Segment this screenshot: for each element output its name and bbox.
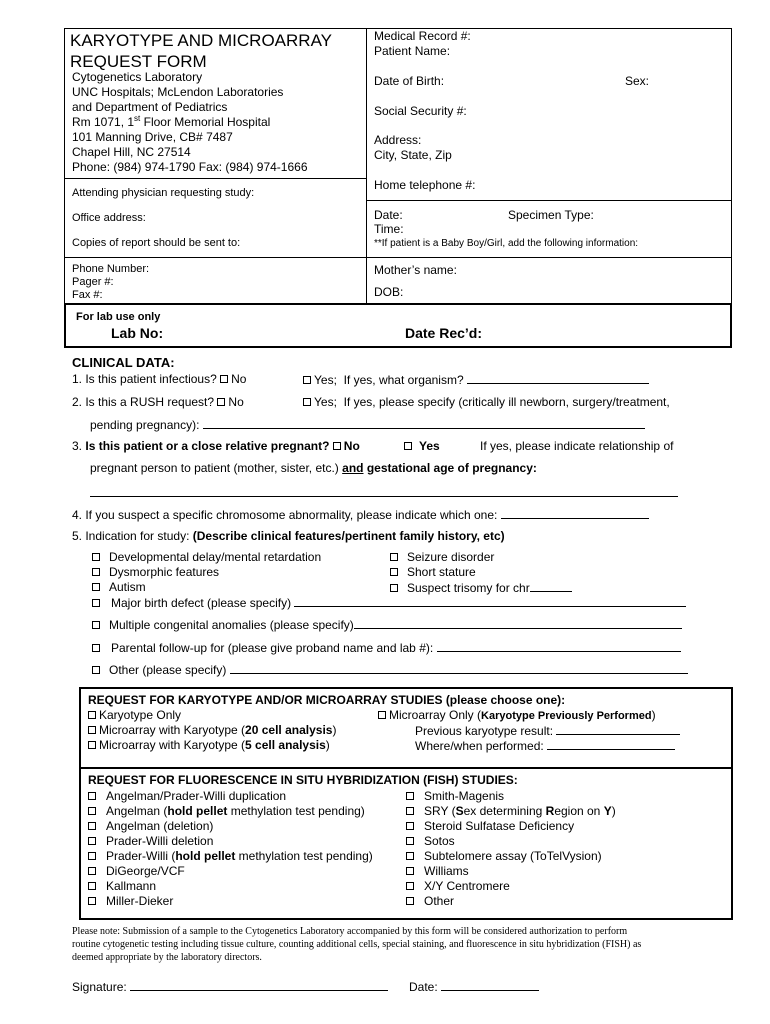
fish-l7-label: Kallmann: [106, 879, 157, 893]
fish-right-1: [406, 789, 504, 804]
fish-right-2: [406, 804, 616, 819]
phone-number-label: Phone Number:: [72, 263, 150, 275]
fax-label: Fax #:: [72, 289, 103, 301]
ind-multiple-checkbox[interactable]: [92, 621, 100, 629]
fish-l1-label: Angelman/Prader-Willi duplication: [106, 789, 287, 803]
karyotype-only: [88, 708, 181, 723]
lab-use-box: [64, 303, 732, 348]
signature-date-field[interactable]: [441, 979, 539, 991]
time-label: Time:: [374, 222, 404, 236]
fish-r7-label: X/Y Centromere: [424, 879, 510, 893]
q2-yes-checkbox[interactable]: [303, 398, 311, 406]
fish-r2-e: egion on: [554, 804, 604, 818]
ind-dev-delay-label: Developmental delay/mental retardation: [109, 550, 322, 564]
q3-no-checkbox[interactable]: [333, 442, 341, 450]
fish-right-5: [406, 849, 602, 864]
ind-autism-label: Autism: [109, 580, 146, 594]
fish-left-6: [88, 864, 185, 879]
q1-yes-checkbox[interactable]: [303, 376, 311, 384]
fish-r4-checkbox[interactable]: [406, 837, 414, 845]
signature-date-label: Date:: [409, 980, 438, 994]
fish-l8-checkbox[interactable]: [88, 897, 96, 905]
prev-karyotype-result: [415, 723, 680, 739]
microarray-20-post: ): [332, 723, 337, 737]
ind-seizure-checkbox[interactable]: [390, 553, 398, 561]
ind-short-stature-label: Short stature: [407, 565, 476, 579]
fish-r8-label: Other: [424, 894, 455, 908]
fish-l5-pre: Prader-Willi (: [106, 849, 176, 863]
fish-l6-label: DiGeorge/VCF: [106, 864, 185, 878]
fish-left-2: [88, 804, 365, 819]
fish-l4-checkbox[interactable]: [88, 837, 96, 845]
attending-physician-label: Attending physician requesting study:: [72, 187, 255, 199]
header-divider: [64, 178, 367, 179]
fish-r2-d: R: [545, 804, 555, 818]
right-border: [731, 28, 732, 303]
ind-autism: [92, 580, 146, 595]
q3-cont-post: gestational age of pregnancy:: [366, 461, 537, 475]
fish-left-1: [88, 789, 286, 804]
fish-right-7: [406, 879, 510, 894]
karyotype-only-checkbox[interactable]: [88, 711, 96, 719]
pager-label: Pager #:: [72, 276, 114, 288]
lab-address-line6: Chapel Hill, NC 27514: [72, 145, 191, 159]
microarray-5: [88, 738, 330, 753]
fish-right-6: [406, 864, 469, 879]
fish-left-3: [88, 819, 213, 834]
organism-field[interactable]: [467, 372, 649, 384]
fish-l4-label: Prader-Willi deletion: [106, 834, 214, 848]
where-when-field[interactable]: [547, 738, 675, 750]
birth-defect-field[interactable]: [294, 595, 686, 607]
q1-no-checkbox[interactable]: [220, 375, 228, 383]
microarray-5-pre: Microarray with Karyotype (: [99, 738, 246, 752]
ind-trisomy: [390, 580, 572, 596]
lab-use-label: For lab use only: [76, 311, 161, 323]
fish-l2-pre: Angelman (: [106, 804, 168, 818]
date-recd-label: Date Rec’d:: [405, 325, 483, 341]
ind-birth-defect-label: Major birth defect (please specify): [111, 596, 292, 610]
ind-multiple: [92, 617, 682, 633]
ind-parental-label: Parental follow-up for (please give proband name and lab #):: [111, 641, 434, 655]
room-post: Floor Memorial Hospital: [140, 115, 271, 129]
ind-parental-checkbox[interactable]: [92, 644, 100, 652]
ind-dev-delay: [92, 550, 321, 565]
fish-l2-bold: hold pellet: [167, 804, 228, 818]
multiple-field[interactable]: [354, 617, 682, 629]
lab-phone-fax: Phone: (984) 974-1790 Fax: (984) 974-1666: [72, 160, 308, 174]
q1-text: 1. Is this patient infectious?: [72, 372, 217, 386]
q1-no-label: No: [231, 372, 247, 386]
fish-r3-checkbox[interactable]: [406, 822, 414, 830]
prev-result-field[interactable]: [556, 723, 680, 735]
fish-left-7: [88, 879, 156, 894]
fish-r2-b: S: [455, 804, 464, 818]
date-label: Date:: [374, 208, 403, 222]
ind-dysmorphic-checkbox[interactable]: [92, 568, 100, 576]
fish-r6-checkbox[interactable]: [406, 867, 414, 875]
fish-l6-checkbox[interactable]: [88, 867, 96, 875]
fish-l5-post: methylation test pending): [235, 849, 373, 863]
ind-dev-delay-checkbox[interactable]: [92, 553, 100, 561]
q3-continuation: [90, 461, 537, 476]
sex-label: Sex:: [625, 74, 650, 88]
microarray-only-post: ): [651, 708, 656, 722]
ind-parental: [92, 640, 681, 656]
q1-yes-label: Yes;: [314, 373, 337, 387]
fish-r2-g: ): [611, 804, 616, 818]
ind-seizure: [390, 550, 494, 565]
microarray-5-post: ): [325, 738, 330, 752]
fish-right-3: [406, 819, 574, 834]
q2-yes-label: Yes;: [314, 395, 337, 409]
q3-and: and: [342, 461, 364, 475]
microarray-20-bold: 20 cell analysis: [245, 723, 333, 737]
q3-text: Is this patient or a close relative pregnant?: [85, 439, 330, 453]
q1-yes: [303, 372, 649, 388]
fish-r6-label: Williams: [424, 864, 469, 878]
fish-left-4: [88, 834, 213, 849]
parental-field[interactable]: [437, 640, 681, 652]
q3-num: 3.: [72, 439, 83, 453]
ind-autism-checkbox[interactable]: [92, 583, 100, 591]
ind-birth-defect-checkbox[interactable]: [92, 599, 100, 607]
signature-label: Signature:: [72, 980, 127, 994]
authorization-note-line1: Please note: Submission of a sample to the Cytogenetics Laboratory accompanied by this form will be considered authorization to perform: [72, 926, 628, 937]
date-of-birth-label: Date of Birth:: [374, 74, 445, 88]
fish-l2-post: methylation test pending): [227, 804, 365, 818]
where-when-label: Where/when performed:: [415, 739, 544, 753]
form-title-line1: KARYOTYPE AND MICROARRAY: [70, 31, 332, 50]
fish-r7-checkbox[interactable]: [406, 882, 414, 890]
ind-seizure-label: Seizure disorder: [407, 550, 495, 564]
q2-rush: [72, 395, 244, 410]
q2-cont-text: pending pregnancy):: [90, 418, 200, 432]
room-pre: Rm 1071, 1: [72, 115, 135, 129]
q3-if-yes: If yes, please indicate relationship of: [480, 439, 674, 453]
copies-sent-label: Copies of report should be sent to:: [72, 237, 241, 249]
q3-cont-pre: pregnant person to patient (mother, sister, etc.): [90, 461, 339, 475]
q2-continuation: [90, 417, 645, 433]
fish-r4-label: Sotos: [424, 834, 455, 848]
lab-room: [72, 115, 270, 130]
q3-yes: [404, 439, 440, 454]
karyotype-heading: REQUEST FOR KARYOTYPE AND/OR MICROARRAY STUDIES (please choose one):: [88, 693, 566, 707]
microarray-5-bold: 5 cell analysis: [245, 738, 326, 752]
office-address-label: Office address:: [72, 212, 146, 224]
fish-l2-checkbox[interactable]: [88, 807, 96, 815]
room-sup: st: [134, 114, 141, 123]
ind-trisomy-label: Suspect trisomy for chr: [407, 581, 530, 595]
lab-address-line1: Cytogenetics Laboratory: [72, 70, 203, 84]
fish-r3-label: Steroid Sulfatase Deficiency: [424, 819, 575, 833]
ind-trisomy-checkbox[interactable]: [390, 584, 398, 592]
fish-r2-f: Y: [603, 804, 612, 818]
q1-infectious: [72, 372, 246, 387]
fish-l5-bold: hold pellet: [175, 849, 236, 863]
authorization-note-line2: routine cytogenetic testing including tissue culture, counting additional cells, special staining, and fluorescence in situ hybridization (FISH) as: [72, 939, 642, 950]
fish-left-5: [88, 849, 373, 864]
row-divider-2: [64, 257, 732, 258]
baby-note: **If patient is a Baby Boy/Girl, add the following information:: [374, 238, 639, 249]
microarray-only-pre: Microarray Only (: [389, 708, 482, 722]
signature-row: [72, 979, 388, 995]
microarray-only-checkbox[interactable]: [378, 711, 386, 719]
microarray-only: [378, 708, 656, 724]
q2-no-label: No: [228, 395, 244, 409]
ssn-label: Social Security #:: [374, 104, 467, 118]
fish-l7-checkbox[interactable]: [88, 882, 96, 890]
left-border: [64, 28, 65, 303]
q5-pre: 5. Indication for study:: [72, 529, 190, 543]
microarray-20-pre: Microarray with Karyotype (: [99, 723, 246, 737]
q5-bold: (Describe clinical features/pertinent family history, etc): [192, 529, 505, 543]
row-divider: [366, 200, 732, 201]
fish-r2-c: ex determining: [463, 804, 546, 818]
trisomy-chr-field[interactable]: [530, 580, 572, 592]
q2-yes: [303, 395, 670, 410]
city-state-zip-label: City, State, Zip: [374, 148, 452, 162]
q4-text: 4. If you suspect a specific chromosome abnormality, please indicate which one:: [72, 508, 498, 522]
microarray-20: [88, 723, 336, 738]
mother-dob-label: DOB:: [374, 285, 404, 299]
microarray-5-checkbox[interactable]: [88, 741, 96, 749]
address-label: Address:: [374, 133, 422, 147]
rush-specify-field[interactable]: [203, 417, 645, 429]
ind-other-label: Other (please specify): [109, 663, 227, 677]
fish-r1-checkbox[interactable]: [406, 792, 414, 800]
ind-multiple-label: Multiple congenital anomalies (please specify): [109, 618, 354, 632]
q1-yes-text: If yes, what organism?: [343, 373, 464, 387]
q3-yes-label: Yes: [419, 439, 440, 453]
fish-r5-label: Subtelomere assay (ToTelVysion): [424, 849, 602, 863]
signature-field[interactable]: [130, 979, 388, 991]
ind-short-stature-checkbox[interactable]: [390, 568, 398, 576]
column-divider: [366, 28, 367, 303]
fish-r2-checkbox[interactable]: [406, 807, 414, 815]
q3-yes-checkbox[interactable]: [404, 442, 412, 450]
abnormality-field[interactable]: [501, 507, 649, 519]
q2-yes-text: If yes, please specify (critically ill newborn, surgery/treatment,: [343, 395, 670, 409]
q5-indication: [72, 529, 505, 544]
ind-birth-defect: [92, 595, 686, 611]
mothers-name-label: Mother’s name:: [374, 263, 457, 277]
ind-dysmorphic-label: Dysmorphic features: [109, 565, 220, 579]
fish-l5-checkbox[interactable]: [88, 852, 96, 860]
home-telephone-label: Home telephone #:: [374, 178, 476, 192]
authorization-note-line3: deemed appropriate by the laboratory directors.: [72, 952, 262, 963]
ind-short-stature: [390, 565, 476, 580]
q4-abnormality: [72, 507, 649, 523]
fish-r5-checkbox[interactable]: [406, 852, 414, 860]
fish-l1-checkbox[interactable]: [88, 792, 96, 800]
microarray-20-checkbox[interactable]: [88, 726, 96, 734]
signature-date-row: [409, 979, 539, 995]
ind-dysmorphic: [92, 565, 219, 580]
specimen-type-label: Specimen Type:: [508, 208, 594, 222]
lab-address-line5: 101 Manning Drive, CB# 7487: [72, 130, 233, 144]
medical-record-label: Medical Record #:: [374, 29, 471, 43]
form-title-line2: REQUEST FORM: [70, 52, 207, 71]
fish-r8-checkbox[interactable]: [406, 897, 414, 905]
ind-other: [92, 662, 688, 678]
fish-l8-label: Miller-Dieker: [106, 894, 174, 908]
lab-no-label: Lab No:: [111, 325, 164, 341]
patient-name-label: Patient Name:: [374, 44, 451, 58]
fish-l3-label: Angelman (deletion): [106, 819, 214, 833]
fish-right-4: [406, 834, 455, 849]
fish-r2-a: SRY (: [424, 804, 456, 818]
q3-no-label: No: [343, 439, 360, 453]
where-when-performed: [415, 738, 675, 754]
fish-r1-label: Smith-Magenis: [424, 789, 505, 803]
fish-heading: REQUEST FOR FLUORESCENCE IN SITU HYBRIDIZATION (FISH) STUDIES:: [88, 773, 518, 787]
fish-l3-checkbox[interactable]: [88, 822, 96, 830]
q3-pregnant: [72, 439, 360, 454]
karyotype-only-label: Karyotype Only: [99, 708, 182, 722]
microarray-only-bold: Karyotype Previously Performed: [481, 710, 652, 722]
other-field[interactable]: [230, 662, 688, 674]
clinical-data-heading: CLINICAL DATA:: [72, 355, 175, 370]
ind-other-checkbox[interactable]: [92, 666, 100, 674]
fish-left-8: [88, 894, 173, 909]
lab-address-line2: UNC Hospitals; McLendon Laboratories: [72, 85, 284, 99]
fish-right-8: [406, 894, 454, 909]
pregnancy-field-line[interactable]: [90, 496, 678, 497]
prev-result-label: Previous karyotype result:: [415, 724, 554, 738]
lab-address-line3: and Department of Pediatrics: [72, 100, 228, 114]
q2-text: 2. Is this a RUSH request?: [72, 395, 215, 409]
q2-no-checkbox[interactable]: [217, 398, 225, 406]
